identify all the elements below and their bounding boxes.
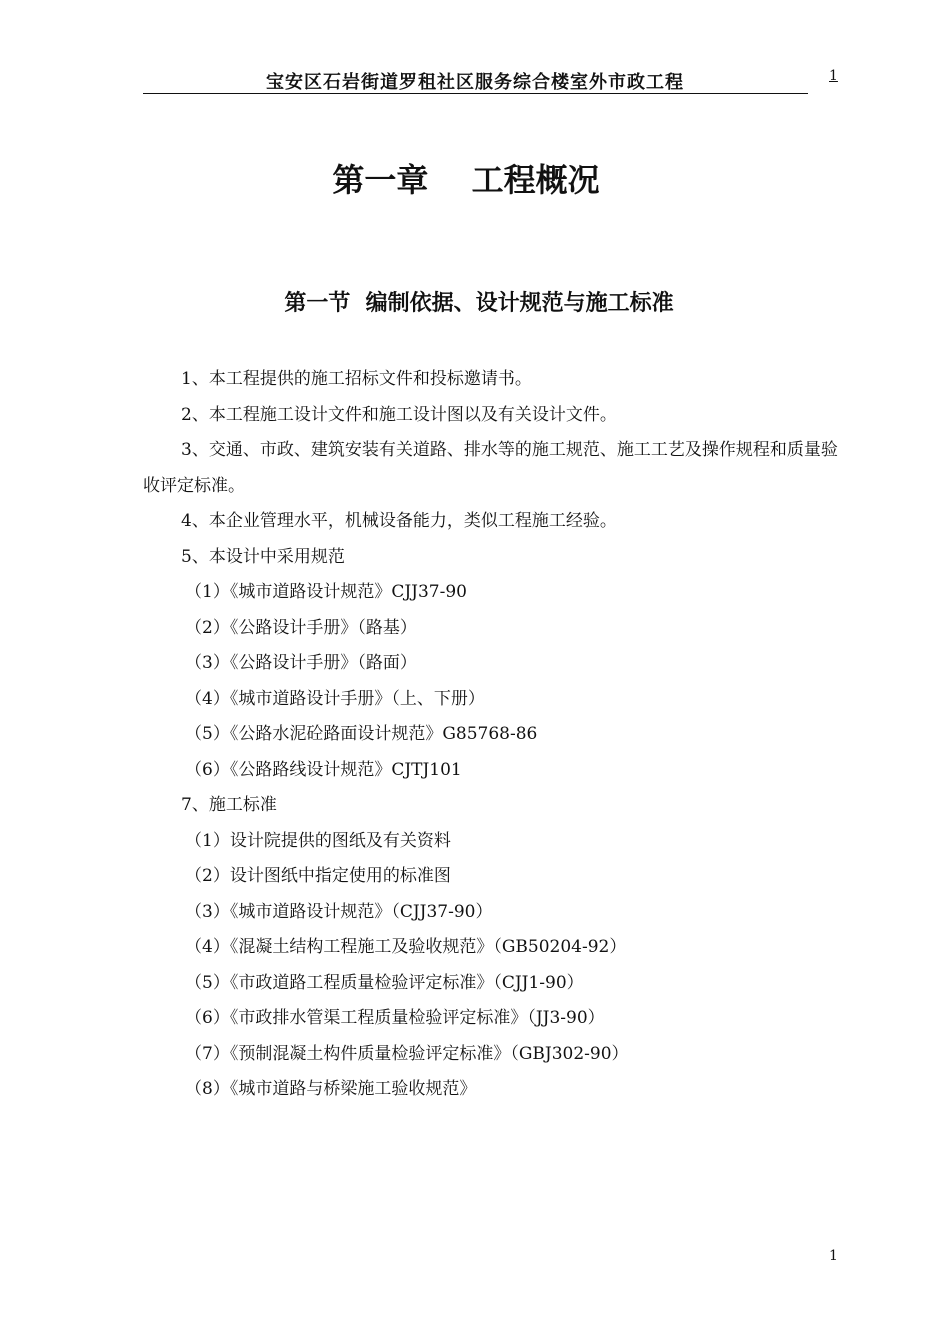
paragraph: 1、本工程提供的施工招标文件和投标邀请书。 — [181, 369, 532, 389]
body-text — [143, 362, 843, 1108]
paragraph: 3、交通、市政、建筑安装有关道路、排水等的施工规范、施工工艺及操作规程和质量验收评定标准。 — [143, 440, 838, 496]
design-code-item: （3）《公路设计手册》（路面） — [185, 653, 417, 673]
construction-standard-item: （6）《市政排水管渠工程质量检验评定标准》（JJ3-90） — [185, 1008, 605, 1028]
construction-standard-item: （8）《城市道路与桥梁施工验收规范》 — [185, 1079, 477, 1099]
header-rule — [143, 93, 808, 94]
construction-standard-item: （3）《城市道路设计规范》（CJJ37-90） — [185, 901, 493, 922]
header-page-number: 1 — [829, 68, 838, 84]
design-code-item: （5）《公路水泥砼路面设计规范》G85768-86 — [185, 724, 538, 744]
design-code-item: （4）《城市道路设计手册》（上、下册） — [185, 688, 485, 709]
paragraph: 2、本工程施工设计文件和施工设计图以及有关设计文件。 — [181, 404, 617, 425]
design-code-item: （2）《公路设计手册》（路基） — [185, 617, 417, 638]
construction-standard-item: （4）《混凝土结构工程施工及验收规范》（GB50204-92） — [185, 937, 627, 957]
construction-standard-item: （1）设计院提供的图纸及有关资料 — [185, 830, 451, 851]
section-title: 第一节 编制依据、设计规范与施工标准 — [284, 291, 674, 316]
paragraph: 4、本企业管理水平，机械设备能力，类似工程施工经验。 — [181, 511, 617, 531]
construction-standard-item: （5）《市政道路工程质量检验评定标准》（CJJ1-90） — [185, 972, 584, 993]
running-header-title: 宝安区石岩街道罗租社区服务综合楼室外市政工程 — [266, 72, 684, 93]
design-code-item: （1）《城市道路设计规范》CJJ37-90 — [185, 582, 467, 602]
construction-standards-heading: 7、施工标准 — [181, 795, 277, 815]
design-codes-heading: 5、本设计中采用规范 — [181, 546, 345, 567]
footer-page-number: 1 — [829, 1248, 838, 1264]
construction-standard-item: （7）《预制混凝土构件质量检验评定标准》（GBJ302-90） — [185, 1043, 629, 1064]
design-code-item: （6）《公路路线设计规范》CJTJ101 — [185, 759, 462, 780]
construction-standard-item: （2）设计图纸中指定使用的标准图 — [185, 866, 451, 886]
chapter-title: 第一章 工程概况 — [332, 161, 600, 199]
